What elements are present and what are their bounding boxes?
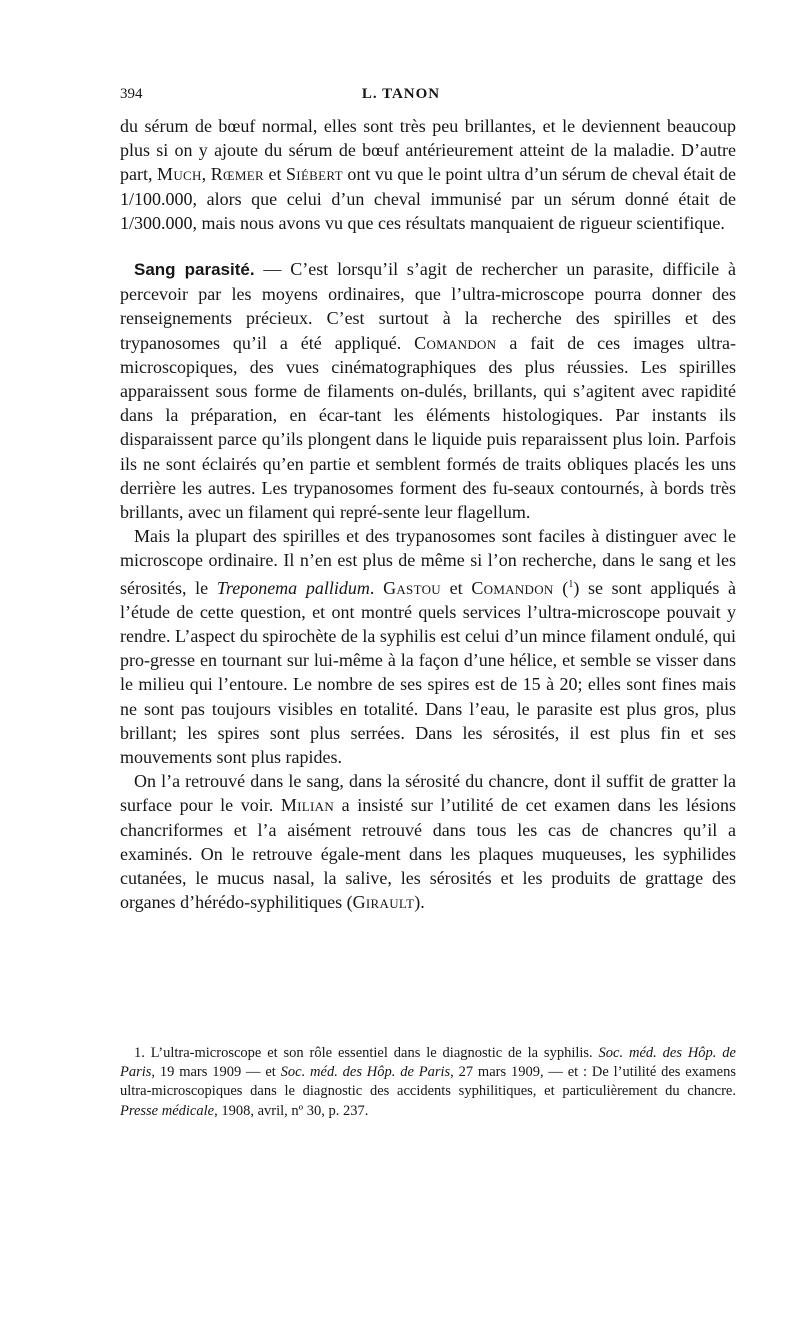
body-text — [120, 114, 736, 915]
section-heading: Sang parasité. — [134, 260, 255, 280]
author-name: Rœmer — [210, 164, 264, 185]
author-name: Gastou — [383, 577, 441, 598]
author-name: Milian — [280, 795, 335, 816]
author-name: Siébert — [286, 164, 343, 185]
species-name: Treponema pallidum — [216, 577, 370, 598]
journal-title: Soc. méd. des Hôp. de Paris — [280, 1064, 451, 1081]
paragraph-1: du sérum de bœuf normal, elles sont très peu brillantes, et le deviennent beaucoup plus si on y ajoute du sérum de bœuf antérieurement atteint de la maladie. D’autre part, Much, Rœmer et Siébert ont vu que le point ultra d’un sérum de cheval était de 1/100.000, alors que celui d’un cheval immunisé par un sérum donné était de 1/300.000, mais nous avons vu que ces résultats manquaient de rigueur scientifique. — [120, 116, 737, 233]
paragraph-2: Sang parasité. — C’est lorsqu’il s’agit de rechercher un parasite, difficile à percevoir par les moyens ordinaires, que l’ultra-microscope pourra donner des renseignements précieux. C’est surtout à la recherche des spirilles et des trypanosomes qu’il a été appliqué. Comandon a fait de ces images ultra-microscopiques, des vues cinématographiques des plus réussies. Les spirilles apparaissent sous forme de filaments on-dulés, brillants, qui s’agitent avec rapidité dans la préparation, en écar-tant les éléments histologiques. Par instants ils disparaissent parce qu’ils plongent dans le liquide puis reparaissent plus loin. Parfois ils ne sont éclairés qu’en partie et semblent formés de traits obliques placés les uns derrière les autres. Les trypanosomes forment des fu-seaux contournés, à bords très brillants, avec un filament qui repré-sente leur flagellum. — [120, 259, 736, 523]
author-name: Much — [157, 164, 202, 185]
author-name: Girault — [352, 892, 415, 913]
running-head: L. TANON — [361, 86, 441, 102]
footnote-ref[interactable]: 1 — [568, 578, 574, 590]
author-name: Comandon — [471, 577, 554, 598]
paragraph-3: Mais la plupart des spirilles et des trypanosomes sont faciles à distinguer avec le microscope ordinaire. Il n’en est plus de même si l’on recherche, dans le sang et les sérosités, le Treponema pallidum. Gastou et Comandon ($^1$) se sont appliqués à l’étude de cette question, et ont montré quels services l’ultra-microscope pouvait y rendre. L’aspect du spirochète de la syphilis est celui d’un mince filament ondulé, qui pro-gresse en tournant sur lui-même à la façon d’une hélice, et semble se visser dans le milieu qui l’entoure. Le nombre de ses spires est de 15 à 20; elles sont fines mais ne sont pas toujours visibles en totalité. Dans l’eau, le parasite est plus gros, plus brillant; les spires sont plus serrées. Dans les sérosités, il est plus fin et ses mouvements sont plus rapides. — [120, 526, 737, 768]
page-header — [120, 86, 682, 112]
paragraph-4: On l’a retrouvé dans le sang, dans la sérosité du chancre, dont il suffit de gratter la surface pour le voir. Milian a insisté sur l’utilité de cet examen dans les lésions chancriformes et l’a aisément retrouvé dans tous les cas de chancres qu’il a examinés. On le retrouve égale-ment dans les plaques muqueuses, les syphilides cutanées, le mucus nasal, la salive, les sérosités et les produits de grattage des organes d’hérédo-syphilitiques (Girault). — [120, 771, 736, 913]
journal-title: Presse médicale — [120, 1102, 215, 1119]
author-name: Comandon — [414, 332, 497, 353]
journal-title: Soc. méd. des Hôp. de Paris — [120, 1045, 736, 1081]
footnote: 1. L’ultra-microscope et son rôle essentiel dans le diagnostic de la syphilis. Soc. méd. des Hôp. de Paris, 19 mars 1909 — et Soc. méd. des Hôp. de Paris, 27 mars 1909, — et : De l’utilité des examens ultra-microscopiques dans le diagnostic des accidents syphilitiques, et particulièrement du chancre. Presse médicale, 1908, avril, nº 30, p. 237. — [120, 1045, 736, 1119]
page-number: 394 — [120, 86, 143, 102]
